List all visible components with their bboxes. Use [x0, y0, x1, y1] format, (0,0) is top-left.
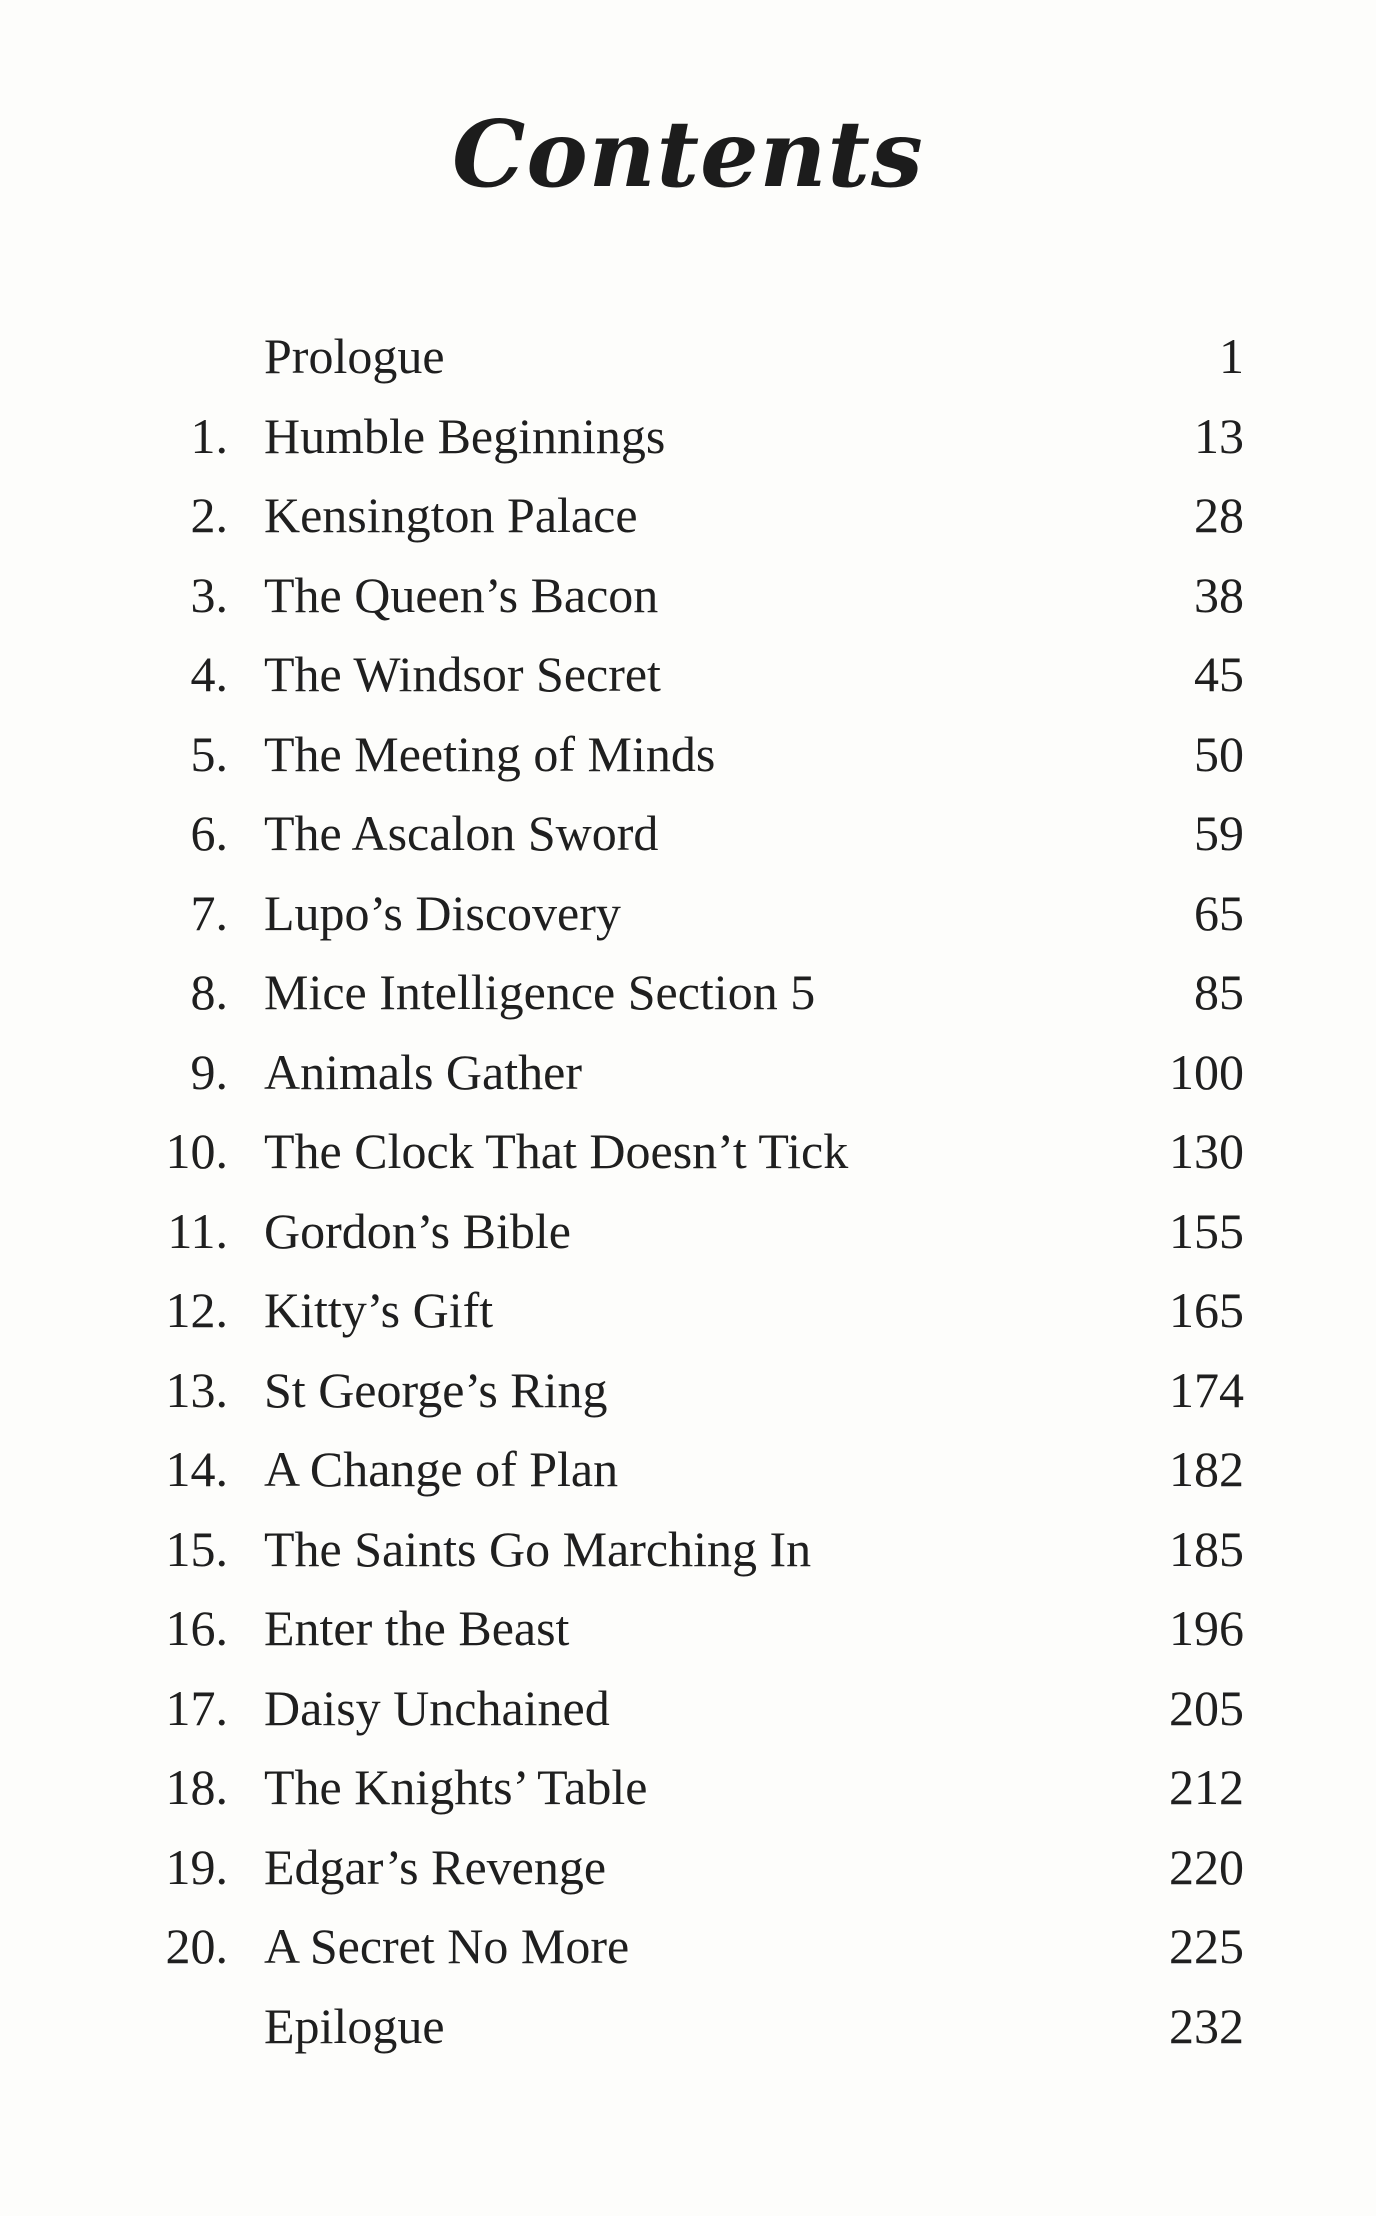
toc-entry: [0, 1916, 1376, 1996]
page-number: 174: [1169, 1361, 1244, 1418]
chapter-number: 4.: [190, 646, 228, 702]
toc-entry: [0, 1201, 1376, 1281]
chapter-number: 7.: [190, 884, 228, 941]
toc-entry: [0, 1996, 1376, 2076]
page-number: 38: [1194, 566, 1244, 623]
toc-entry: [0, 485, 1376, 565]
chapter-title: A Secret No More: [264, 1918, 630, 1974]
chapter-title: Lupo’s Discovery: [264, 884, 621, 941]
chapter-number: 9.: [190, 1043, 228, 1100]
table-of-contents: [0, 326, 1376, 2075]
toc-entry: [0, 644, 1376, 724]
chapter-title: Prologue: [264, 328, 445, 384]
page-number: 85: [1194, 964, 1244, 1020]
chapter-title: Gordon’s Bible: [264, 1202, 571, 1259]
toc-entry: [0, 1042, 1376, 1122]
toc-entry: [0, 1519, 1376, 1599]
chapter-title: Daisy Unchained: [264, 1679, 610, 1736]
toc-entry: [0, 962, 1376, 1042]
toc-entry: [0, 406, 1376, 486]
chapter-title: Humble Beginnings: [264, 407, 666, 464]
page-number: 182: [1169, 1441, 1244, 1497]
chapter-title: The Queen’s Bacon: [264, 566, 659, 623]
chapter-title: Edgar’s Revenge: [264, 1838, 607, 1895]
toc-entry: [0, 803, 1376, 883]
chapter-title: Kensington Palace: [264, 487, 638, 543]
chapter-number: 19.: [165, 1838, 228, 1895]
page-number: 1: [1219, 328, 1244, 384]
toc-entry: [0, 724, 1376, 804]
chapter-number: 13.: [165, 1361, 228, 1418]
chapter-title: The Windsor Secret: [264, 646, 661, 702]
chapter-title: Animals Gather: [264, 1043, 582, 1100]
chapter-number: 8.: [190, 964, 228, 1020]
chapter-title: The Saints Go Marching In: [264, 1520, 812, 1577]
chapter-number: 12.: [165, 1282, 228, 1338]
toc-entry: [0, 1678, 1376, 1758]
chapter-title: The Clock That Doesn’t Tick: [264, 1123, 849, 1179]
chapter-title: St George’s Ring: [264, 1361, 608, 1418]
chapter-title: The Knights’ Table: [264, 1759, 648, 1815]
chapter-number: 17.: [165, 1679, 228, 1736]
toc-entry: [0, 565, 1376, 645]
page-number: 185: [1169, 1520, 1244, 1577]
page-title: Contents: [452, 100, 924, 208]
page-number: 59: [1194, 805, 1244, 861]
page-number: 45: [1194, 646, 1244, 702]
chapter-title: Mice Intelligence Section 5: [264, 964, 816, 1020]
page-number: 100: [1169, 1043, 1244, 1100]
chapter-title: Epilogue: [264, 1997, 445, 2054]
chapter-title: Kitty’s Gift: [264, 1282, 494, 1338]
toc-entry: [0, 1837, 1376, 1917]
chapter-number: 16.: [165, 1600, 228, 1656]
page-number: 225: [1169, 1918, 1244, 1974]
page-number: 205: [1169, 1679, 1244, 1736]
page-number: 232: [1169, 1997, 1244, 2054]
chapter-number: 11.: [167, 1202, 228, 1259]
page-number: 196: [1169, 1600, 1244, 1656]
page-number: 130: [1169, 1123, 1244, 1179]
page-number: 220: [1169, 1838, 1244, 1895]
chapter-number: 10.: [165, 1123, 228, 1179]
page-number: 50: [1194, 725, 1244, 782]
chapter-title: A Change of Plan: [264, 1441, 619, 1497]
toc-entry: [0, 1757, 1376, 1837]
toc-entry: [0, 1439, 1376, 1519]
page-number: 165: [1169, 1282, 1244, 1338]
chapter-title: Enter the Beast: [264, 1600, 570, 1656]
toc-entry: [0, 326, 1376, 406]
chapter-number: 3.: [190, 566, 228, 623]
toc-entry: [0, 1280, 1376, 1360]
chapter-number: 15.: [165, 1520, 228, 1577]
page-number: 13: [1194, 407, 1244, 464]
chapter-number: 1.: [190, 407, 228, 464]
chapter-number: 6.: [190, 805, 228, 861]
toc-entry: [0, 1360, 1376, 1440]
page-number: 28: [1194, 487, 1244, 543]
page-number: 212: [1169, 1759, 1244, 1815]
toc-entry: [0, 1598, 1376, 1678]
chapter-title: The Ascalon Sword: [264, 805, 659, 861]
toc-entry: [0, 1121, 1376, 1201]
page-number: 65: [1194, 884, 1244, 941]
toc-entry: [0, 883, 1376, 963]
chapter-number: 2.: [190, 487, 228, 543]
chapter-number: 5.: [190, 725, 228, 782]
chapter-number: 14.: [165, 1441, 228, 1497]
chapter-title: The Meeting of Minds: [264, 725, 716, 782]
chapter-number: 20.: [165, 1918, 228, 1974]
page-number: 155: [1169, 1202, 1244, 1259]
chapter-number: 18.: [165, 1759, 228, 1815]
